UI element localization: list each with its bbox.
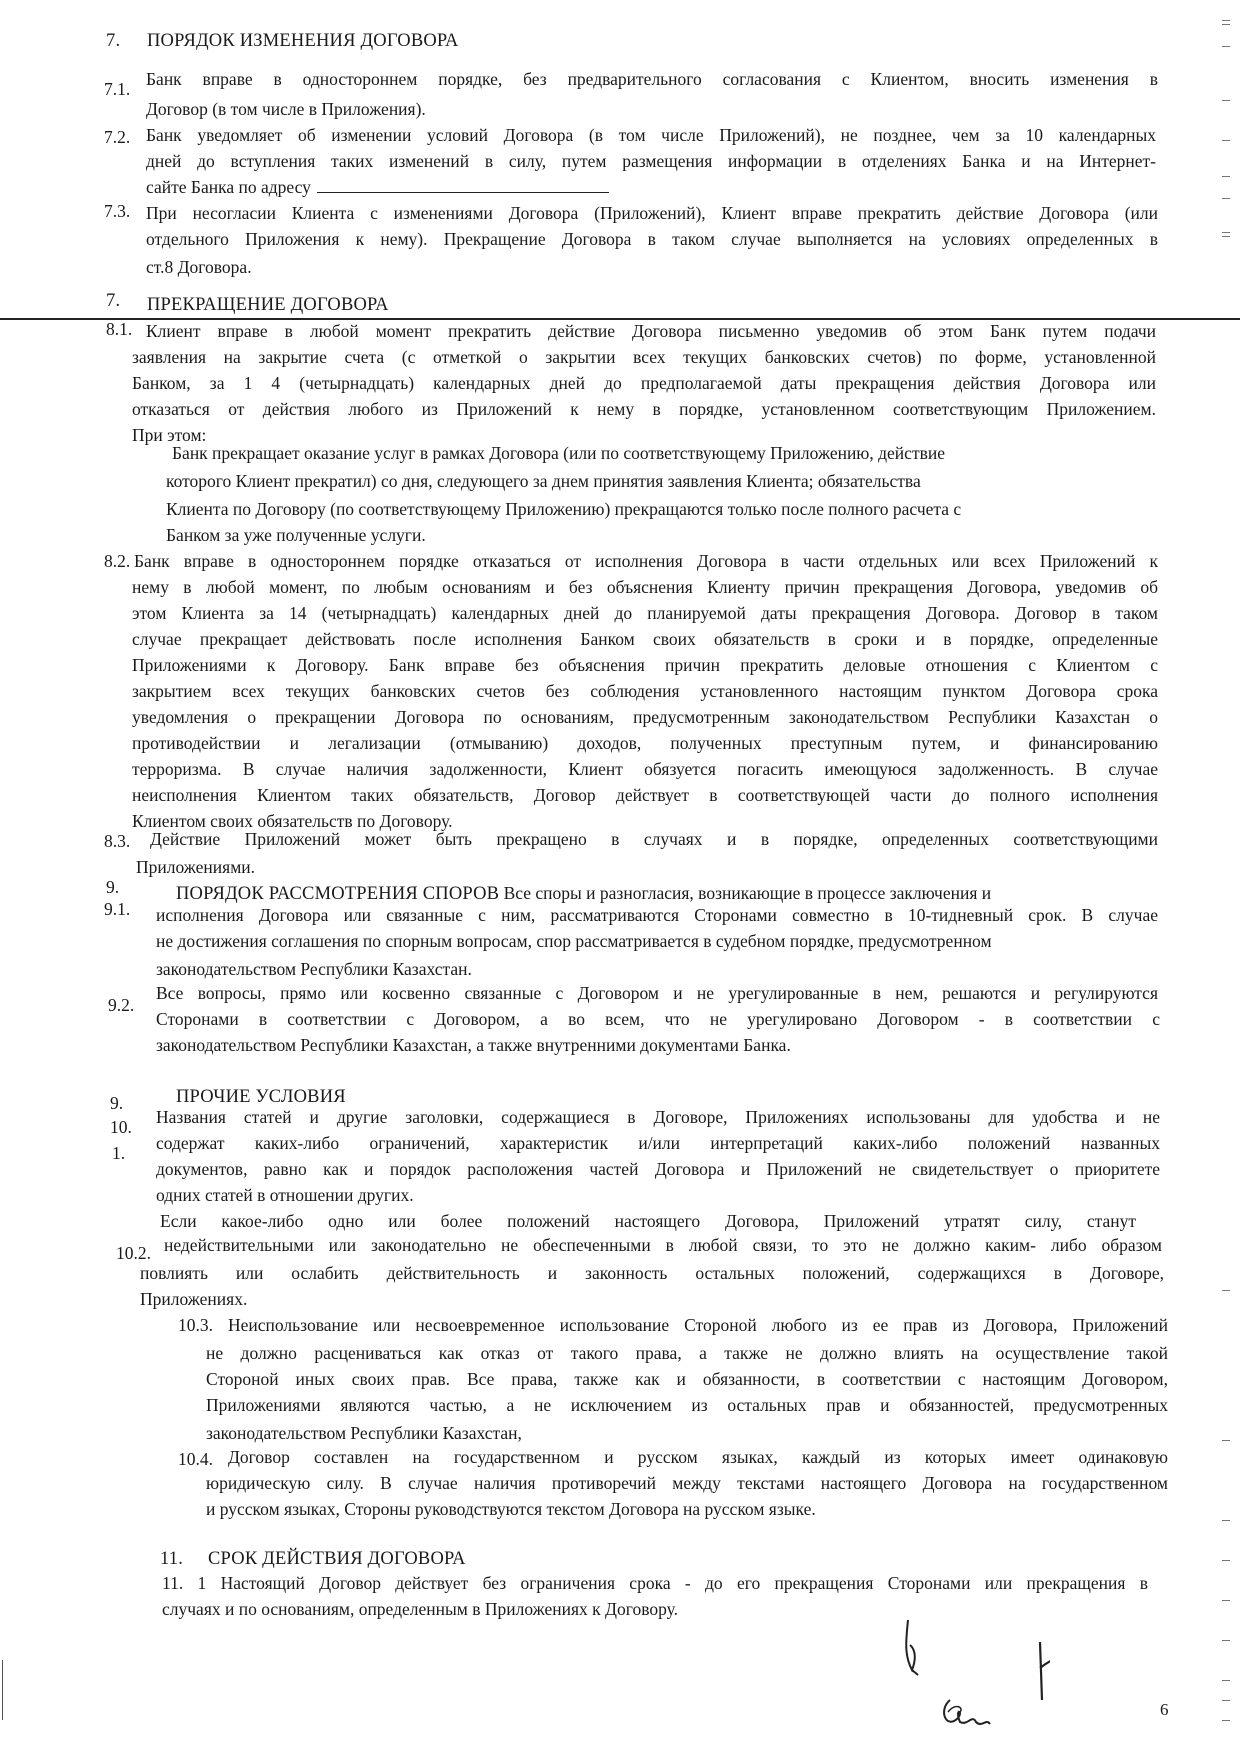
clause-10-3-line: Стороной иных своих прав. Все права, также как и обязанности, в соответствии с настоящим Договором, bbox=[206, 1369, 1168, 1389]
clause-9-1-text: Все споры и разногласия, возникающие в процессе заключения и bbox=[503, 883, 992, 903]
section-8-number: 7. bbox=[106, 291, 121, 311]
clause-10-3-line: законодательством Республики Казахстан, bbox=[206, 1423, 522, 1443]
clause-10-3-line: Приложениями являются частью, а не исключением из остальных прав и обязанностей, предусмотренных bbox=[206, 1395, 1168, 1415]
clause-7-3-line: ст.8 Договора. bbox=[146, 257, 252, 277]
clause-7-1-line: Банк вправе в одностороннем порядке, без предварительного согласования с Клиентом, вносить изменения в bbox=[146, 69, 1158, 89]
clause-8-3-number: 8.3. bbox=[104, 831, 131, 851]
clause-8-2-line: уведомления о прекращении Договора по основаниям, предусмотренным законодательством Республики Казахстан о bbox=[132, 707, 1158, 727]
section-9-number: 9. bbox=[106, 877, 120, 897]
clause-8-1-sub-line: Банком за уже полученные услуги. bbox=[166, 525, 426, 545]
clause-8-1-number: 8.1. bbox=[106, 319, 133, 339]
clause-9-1-line: не достижения соглашения по спорным вопросам, спор рассматривается в судебном порядке, предусмотренном bbox=[156, 931, 992, 951]
clause-10-2-line: Если какое-либо одно или более положений настоящего Договора, Приложений утратят силу, станут bbox=[160, 1211, 1136, 1231]
clause-8-2-line: закрытием всех текущих банковских счетов без соблюдения установленного настоящим пунктом Договора срока bbox=[132, 681, 1158, 701]
clause-8-2-line: этом Клиента за 14 (четырнадцать) календарных дней до планируемой даты прекращения Договора. Договор в таком bbox=[132, 603, 1158, 623]
page-number: 6 bbox=[1160, 1700, 1169, 1719]
clause-9-2-line: законодательством Республики Казахстан, а также внутренними документами Банка. bbox=[156, 1035, 791, 1055]
scan-edge-marks bbox=[1220, 0, 1240, 1754]
clause-8-1-sub-line: Клиента по Договору (по соответствующему Приложению) прекращаются только после полного расчета с bbox=[166, 499, 962, 519]
clause-10-4-number: 10.4. bbox=[178, 1449, 213, 1469]
clause-8-1-line: Банком, за 1 4 (четырнадцать) календарных дней до предполагаемой даты прекращения действия Договора или bbox=[132, 373, 1156, 393]
clause-7-3-line: При несогласии Клиента с изменениями Договора (Приложений), Клиент вправе прекратить действие Договора (или bbox=[146, 203, 1158, 223]
clause-8-2-line: случае прекращает действовать после исполнения Банком своих обязательств в сроки и в порядке, определенные bbox=[132, 629, 1158, 649]
clause-8-2-line: Банк вправе в одностороннем порядке отказаться от исполнения Договора в части отдельных или всех Приложений к bbox=[134, 551, 1158, 571]
section-9-title-line bbox=[176, 882, 991, 905]
section-11-title: СРОК ДЕЙСТВИЯ ДОГОВОРА bbox=[208, 1549, 466, 1569]
clause-8-2-line: Приложениями к Договору. Банк вправе без объяснения причин прекратить деловые отношения с Клиентом с bbox=[132, 655, 1158, 675]
clause-8-1-line: При этом: bbox=[132, 425, 207, 445]
clause-7-2-number: 7.2. bbox=[104, 127, 131, 147]
clause-9-2-number: 9.2. bbox=[108, 995, 135, 1015]
clause-8-3-line: Приложениями. bbox=[136, 857, 256, 877]
clause-10-2-line: повлиять или ослабить действительность и законность остальных положений, содержащихся в Договоре, bbox=[140, 1263, 1164, 1283]
section-7a-number: 7. bbox=[106, 31, 121, 51]
clause-10-4-line: и русском языках, Стороны руководствуются текстом Договора на русском языке. bbox=[206, 1499, 816, 1519]
clause-8-1-sub-line: которого Клиент прекратил) со дня, следующего за днем принятия заявления Клиента; обязательства bbox=[166, 471, 921, 491]
clause-10-1-line: одних статей в отношении других. bbox=[156, 1185, 414, 1205]
clause-11-1-line: 11. 1 Настоящий Договор действует без ограничения срока - до его прекращения Сторонами или прекращения в bbox=[162, 1573, 1148, 1593]
clause-7-3-number: 7.3. bbox=[104, 201, 131, 221]
clause-10-1-line: документов, равно как и порядок расположения частей Договора и Приложений не свидетельствует о приоритете bbox=[156, 1159, 1160, 1179]
clause-9-2-line: Все вопросы, прямо или косвенно связанные с Договором и не урегулированные в нем, решаются и регулируются bbox=[156, 983, 1158, 1003]
clause-10-3-line: не должно расцениваться как отказ от такого права, а также не должно влиять на осуществление такой bbox=[206, 1343, 1168, 1363]
clause-10-2-line: недействительными или законодательно не обеспеченными в любой связи, то это не должно каким- либо образом bbox=[164, 1235, 1162, 1255]
clause-10-3-number: 10.3. bbox=[178, 1315, 213, 1335]
clause-8-1-line: заявления на закрытие счета (с отметкой о закрытии всех текущих банковских счетов) по форме, установленной bbox=[132, 347, 1156, 367]
handwritten-signatures bbox=[890, 1600, 1050, 1740]
clause-10-4-line: Договор составлен на государственном и русском языках, каждый из которых имеет одинаковую bbox=[228, 1447, 1168, 1467]
clause-10-1-number: 10. bbox=[110, 1117, 132, 1137]
clause-7-2-text: сайте Банка по адресу bbox=[146, 177, 311, 197]
clause-7-2-line: Банк уведомляет об изменении условий Договора (в том числе Приложений), не позднее, чем за 10 календарных bbox=[146, 125, 1156, 145]
clause-7-1-number: 7.1. bbox=[104, 79, 131, 99]
section-9-title: ПОРЯДОК РАССМОТРЕНИЯ СПОРОВ bbox=[176, 884, 500, 904]
clause-8-1-line: отказаться от действия любого из Приложений к нему в порядке, установленном соответствующим Приложением. bbox=[132, 399, 1156, 419]
clause-9-1-number: 9.1. bbox=[104, 899, 131, 919]
clause-10-1-number-b: 1. bbox=[112, 1143, 126, 1163]
clause-9-2-line: Сторонами в соответствии с Договором, а во всем, что не урегулировано Договором - в соответствии с bbox=[156, 1009, 1160, 1029]
clause-10-3-line: Неиспользование или несвоевременное использование Стороной любого из ее прав из Договора, Приложений bbox=[228, 1315, 1168, 1335]
clause-8-2-number: 8.2. bbox=[104, 551, 131, 571]
section-11-number: 11. bbox=[160, 1549, 184, 1569]
section-10-title: ПРОЧИЕ УСЛОВИЯ bbox=[176, 1087, 346, 1107]
clause-7-2-line: дней до вступления таких изменений в силу, путем размещения информации в отделениях Банка и на Интернет- bbox=[146, 151, 1156, 171]
clause-8-1-line: Клиент вправе в любой момент прекратить действие Договора письменно уведомив об этом Банк путем подачи bbox=[146, 321, 1156, 341]
address-blank-line bbox=[317, 178, 609, 193]
clause-7-2-line bbox=[146, 176, 609, 198]
clause-8-3-line: Действие Приложений может быть прекращено в случаях и в порядке, определенных соответствующими bbox=[150, 829, 1158, 849]
clause-10-1-line: содержат каких-либо ограничений, характеристик и/или интерпретаций каких-либо положений названных bbox=[156, 1133, 1160, 1153]
clause-10-2-line: Приложениях. bbox=[140, 1289, 248, 1309]
clause-8-1-sub-line: Банк прекращает оказание услуг в рамках Договора (или по соответствующему Приложению, действие bbox=[172, 443, 945, 463]
clause-8-2-line: противодействии и легализации (отмыванию) доходов, полученных преступным путем, и финансированию bbox=[132, 733, 1158, 753]
clause-7-3-line: отдельного Приложения к нему). Прекращение Договора в таком случае выполняется на условиях определенных в bbox=[146, 229, 1158, 249]
section-10-number: 9. bbox=[110, 1093, 124, 1113]
clause-9-1-line: исполнения Договора или связанные с ним, рассматриваются Сторонами совместно в 10-тидневный срок. В случае bbox=[156, 905, 1158, 925]
clause-10-2-number: 10.2. bbox=[116, 1243, 151, 1263]
clause-10-4-line: юридическую силу. В случае наличия противоречий между текстами настоящего Договора на государственном bbox=[206, 1473, 1168, 1493]
clause-7-1-line: Договор (в том числе в Приложения). bbox=[146, 99, 426, 119]
clause-8-2-line: терроризма. В случае наличия задолженности, Клиент обязуется погасить имеющуюся задолженность. В случае bbox=[132, 759, 1158, 779]
clause-8-2-line: неисполнения Клиентом таких обязательств, Договор действует в соответствующей части до полного исполнения bbox=[132, 785, 1158, 805]
section-8-title: ПРЕКРАЩЕНИЕ ДОГОВОРА bbox=[147, 295, 389, 315]
clause-11-1-line: случаях и по основаниям, определенным в Приложениях к Договору. bbox=[162, 1599, 679, 1619]
clause-8-2-line: нему в любой момент, по любым основаниям и без объяснения Клиенту причин прекращения Договора, уведомив об bbox=[132, 577, 1158, 597]
clause-10-1-line: Названия статей и другие заголовки, содержащиеся в Договоре, Приложениях использованы для удобства и не bbox=[156, 1107, 1160, 1127]
clause-9-1-line: законодательством Республики Казахстан. bbox=[156, 959, 472, 979]
scan-left-edge-marks bbox=[0, 0, 12, 1754]
clause-8-2-line: Клиентом своих обязательств по Договору. bbox=[132, 811, 453, 831]
section-7a-title: ПОРЯДОК ИЗМЕНЕНИЯ ДОГОВОРА bbox=[147, 31, 459, 51]
